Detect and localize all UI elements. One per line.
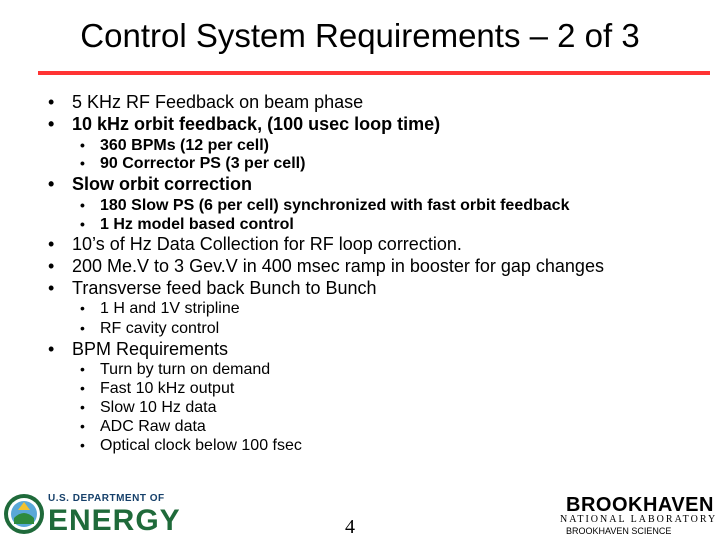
bullet-dot: • <box>48 339 55 359</box>
bullet-text: ADC Raw data <box>100 418 206 435</box>
bullet-text: Transverse feed back Bunch to Bunch <box>72 278 377 298</box>
doe-energy-text: ENERGY <box>48 504 181 537</box>
bullet-item <box>48 339 228 359</box>
bullet-dot: • <box>80 155 85 171</box>
doe-department-text: U.S. DEPARTMENT OF <box>48 493 165 504</box>
bullet-text: Turn by turn on demand <box>100 361 271 378</box>
bullet-dot: • <box>80 197 85 213</box>
sub-bullet-item <box>80 214 294 235</box>
bullet-text: Slow orbit correction <box>72 174 253 194</box>
bullet-text: 5 KHz RF Feedback on beam phase <box>72 92 364 112</box>
sub-bullet-item <box>80 359 270 380</box>
bullet-text: 1 Hz model based control <box>100 216 294 233</box>
bullet-dot: • <box>80 320 85 336</box>
sub-bullet-item <box>80 378 234 399</box>
bullet-dot: • <box>48 256 55 276</box>
bullet-item <box>48 256 604 276</box>
bullet-text: 90 Corrector PS (3 per cell) <box>100 155 306 172</box>
bullet-text: Fast 10 kHz output <box>100 380 235 397</box>
bullet-item <box>48 174 252 194</box>
bullet-dot: • <box>80 216 85 232</box>
bullet-item <box>48 114 440 134</box>
bullet-dot: • <box>80 300 85 316</box>
sub-bullet-item <box>80 397 217 418</box>
sub-bullet-item <box>80 153 305 174</box>
bullet-text: 360 BPMs (12 per cell) <box>100 137 269 154</box>
bullet-dot: • <box>48 174 55 194</box>
bullet-text: 180 Slow PS (6 per cell) synchronized with fast orbit feedback <box>100 197 570 214</box>
bullet-dot: • <box>80 361 85 377</box>
bullet-dot: • <box>80 418 85 434</box>
sub-bullet-item <box>80 318 219 339</box>
bullet-text: RF cavity control <box>100 320 220 337</box>
bullet-item <box>48 92 363 112</box>
bullet-dot: • <box>80 137 85 153</box>
sub-bullet-item <box>80 435 302 456</box>
bullet-dot: • <box>48 234 55 254</box>
bullet-dot: • <box>48 114 55 134</box>
slide-title: Control System Requirements – 2 of 3 <box>80 17 640 54</box>
bullet-text: 10’s of Hz Data Collection for RF loop correction. <box>72 234 462 254</box>
bullet-item <box>48 278 377 298</box>
bullet-dot: • <box>48 278 55 298</box>
sub-bullet-item <box>80 416 206 437</box>
bullet-dot: • <box>80 380 85 396</box>
bullet-dot: • <box>80 437 85 453</box>
title-underline <box>38 71 710 75</box>
bullet-dot: • <box>48 92 55 112</box>
bullet-text: Optical clock below 100 fsec <box>100 437 302 454</box>
sub-bullet-item <box>80 298 240 319</box>
brookhaven-lab-text: NATIONAL LABORATORY <box>560 514 718 525</box>
bullet-text: BPM Requirements <box>72 339 229 359</box>
bullet-item <box>48 234 462 254</box>
brookhaven-science-text: BROOKHAVEN SCIENCE <box>566 526 672 536</box>
page-number: 4 <box>345 516 355 538</box>
bullet-dot: • <box>80 399 85 415</box>
bullet-text: Slow 10 Hz data <box>100 399 217 416</box>
bullet-text: 200 Me.V to 3 Gev.V in 400 msec ramp in booster for gap changes <box>72 256 604 276</box>
bullet-text: 1 H and 1V stripline <box>100 300 240 317</box>
sub-bullet-item <box>80 195 569 216</box>
brookhaven-logo-text: BROOKHAVEN <box>566 494 714 516</box>
bullet-text: 10 kHz orbit feedback, (100 usec loop time) <box>72 114 441 134</box>
